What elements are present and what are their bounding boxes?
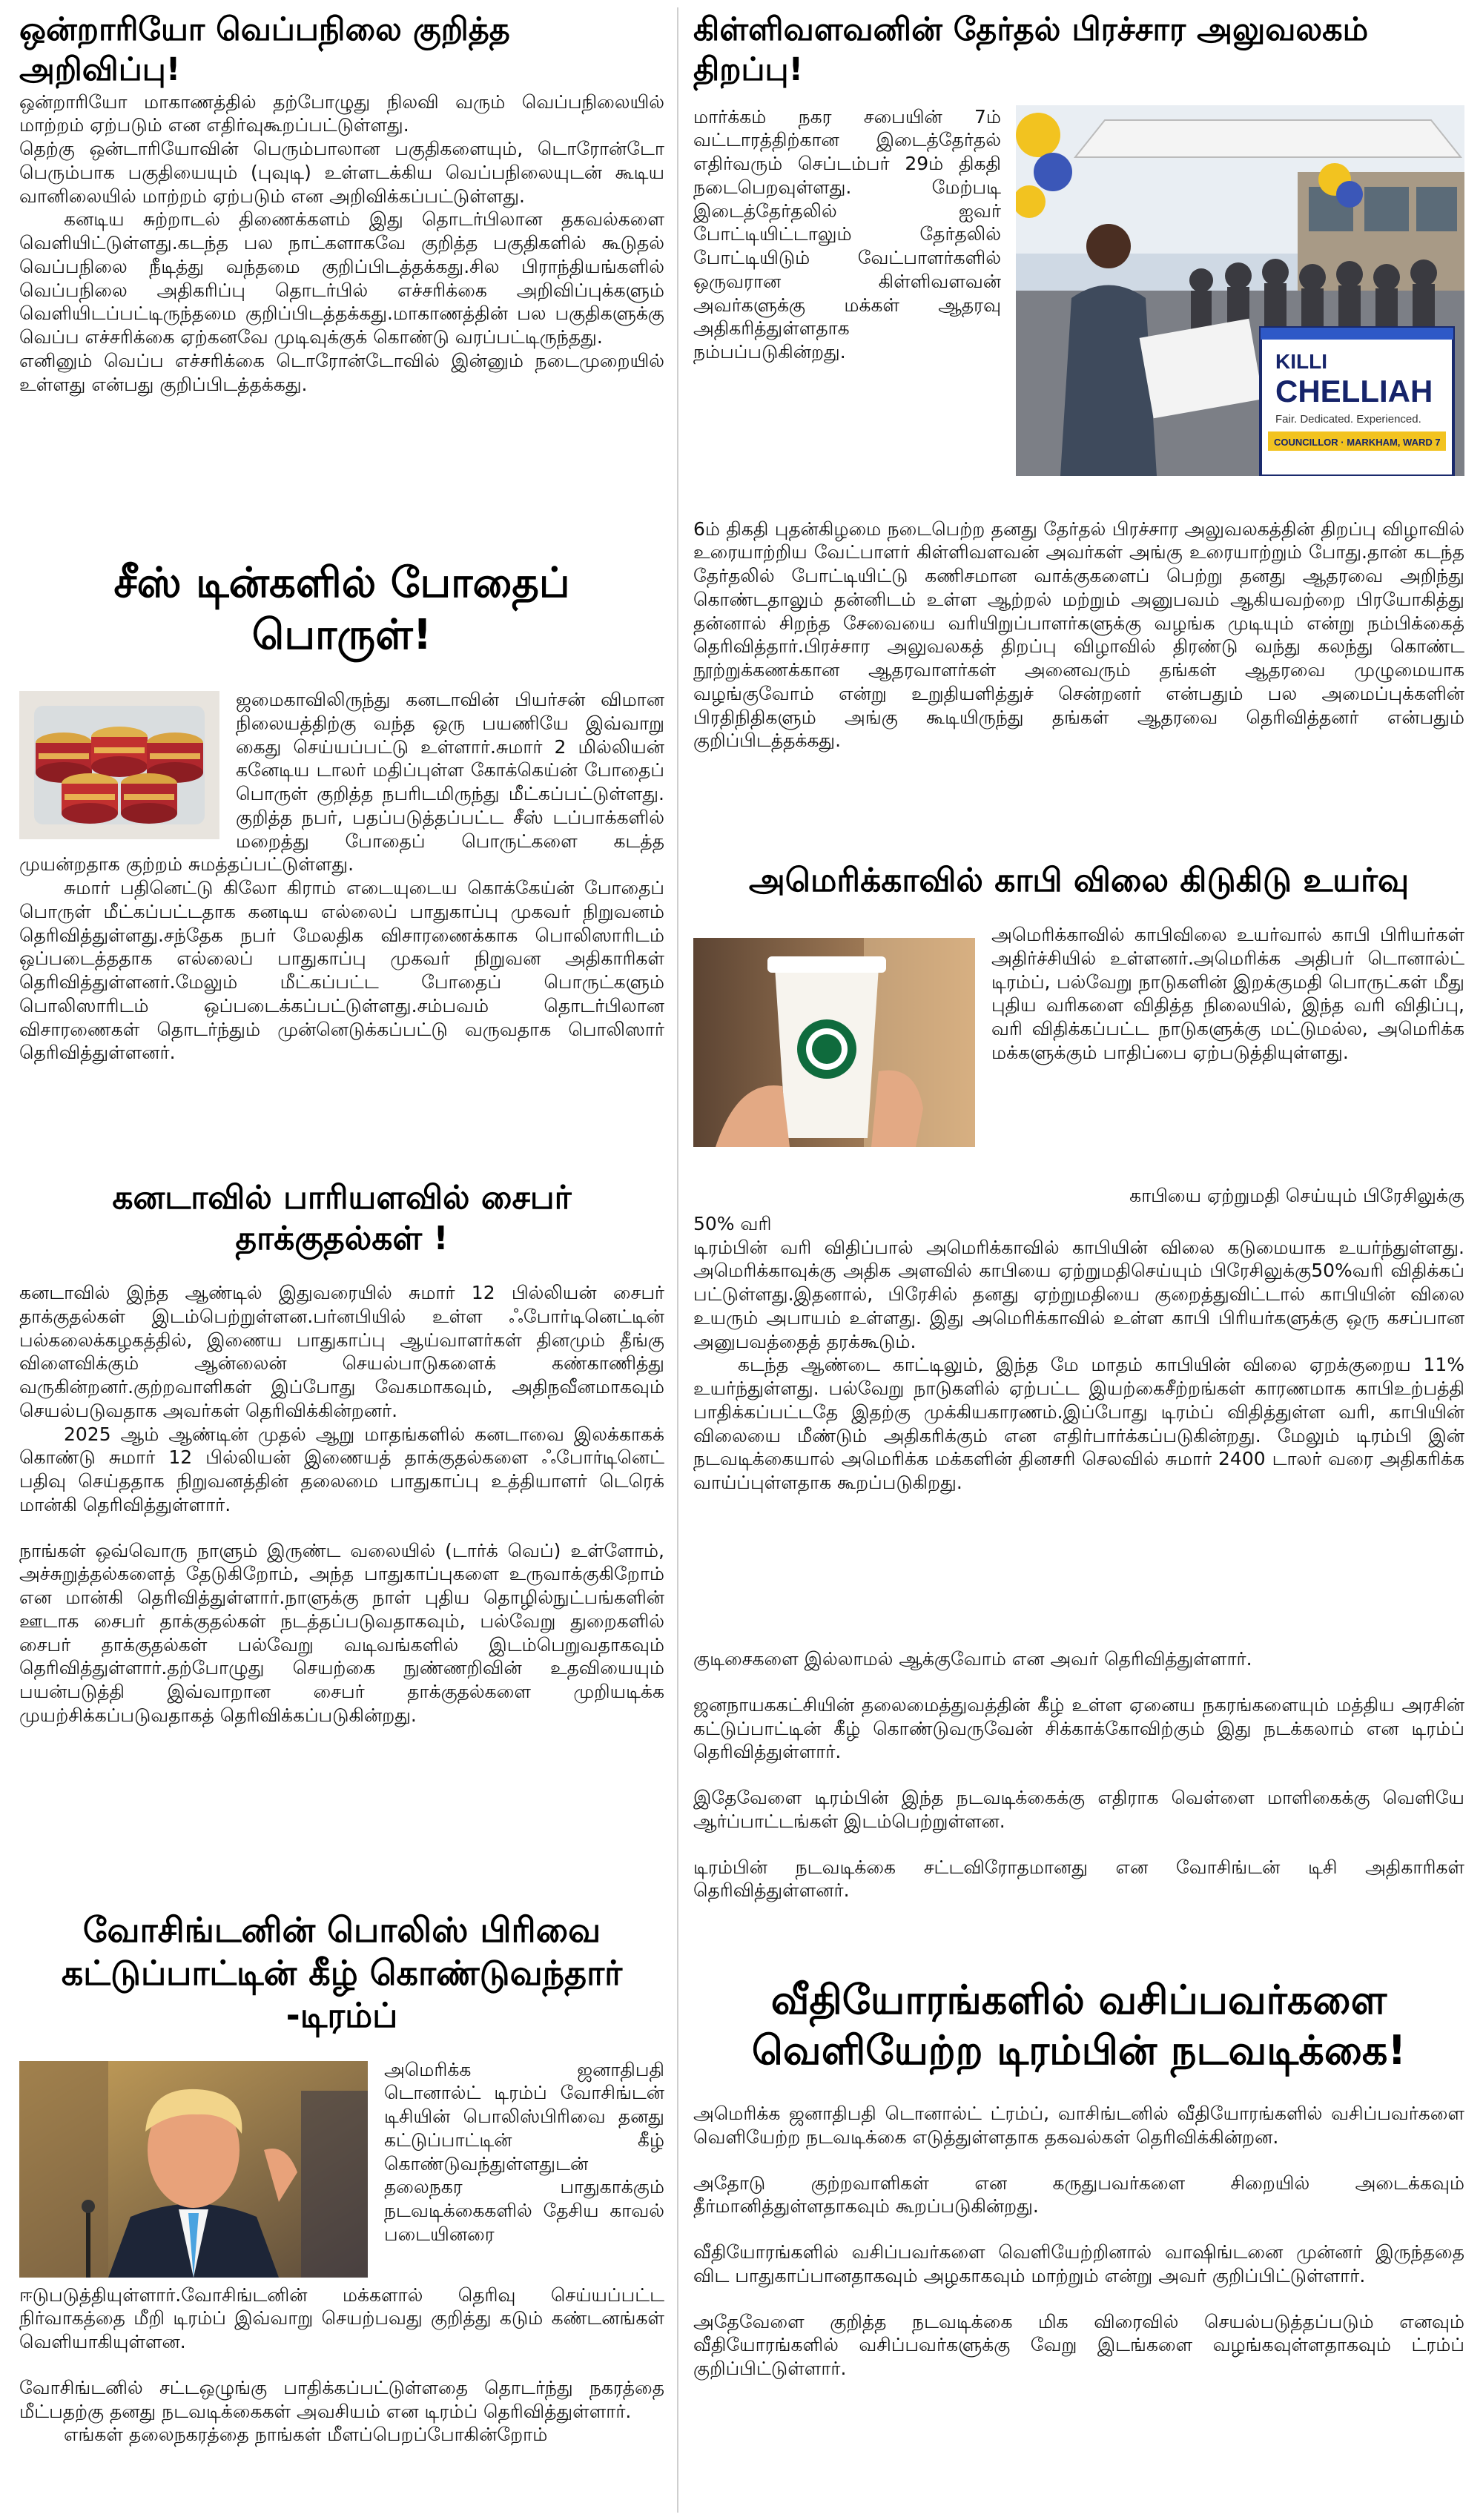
article-dc-notes xyxy=(693,1647,1464,1902)
paragraph: வோசிங்டனில் சட்டஒழுங்கு பாதிக்கப்பட்டுள்ளதை தொடர்ந்து நகரத்தை மீட்பதற்கு தனது நடவடிக்கைகள் அவசியம் என டிரம்ப் தெரிவித்துள்ளார். xyxy=(19,2376,664,2422)
headline-trump-police-line1: வோசிங்டனின் பொலிஸ் பிரிவை xyxy=(82,1910,601,1950)
article-cyber-attacks xyxy=(19,1177,664,1727)
paragraph: கனடாவில் இந்த ஆண்டில் இதுவரையில் சுமார் 12 பில்லியன் சைபர் தாக்குதல்கள் இடம்பெற்றுள்ளன.பர்னபியில் உள்ள ஃபோர்டினெட்டின் பல்கலைக்கழகத்தில், இணைய பாதுகாப்பு ஆய்வாளர்கள் தினமும் தீங்கு விளைவிக்கும் ஆன்லைன் செயல்பாடுகளைக் கண்காணித்து வருகின்றனர்.குற்றவாளிகள் இப்போது வேகமாகவும், அதிநவீனமாகவும் செயல்படுவதாக அவர்கள் தெரிவிக்கின்றனர். xyxy=(19,1282,664,1421)
paragraph: 2025 ஆம் ஆண்டின் முதல் ஆறு மாதங்களில் கனடாவை இலக்காகக் கொண்டு சுமார் 12 பில்லியன் இணையத் தாக்குதல்களை ஃபோர்டினெட் பதிவு செய்ததாக நிறுவனத்தின் தலைமை பாதுகாப்பு உத்தியாளர் டெரெக் மான்கி தெரிவித்துள்ளார். xyxy=(19,1423,664,1515)
coffee-cup-photo xyxy=(693,938,975,1147)
paragraph: ஜனநாயககட்சியின் தலைமைத்துவத்தின் கீழ் உள்ள ஏனைய நகரங்களையும் மத்திய அரசின் கட்டுப்பாட்டின் கீழ் கொண்டுவருவேன் சிக்காக்கோவிற்கும் இது நடக்கலாம் என டிரம்ப் தெரிவித்துள்ளார். xyxy=(693,1693,1464,1763)
coffee-tax-label: 50% வரி xyxy=(693,1212,772,1234)
paragraph: 6ம் திகதி புதன்கிழமை நடைபெற்ற தனது தேர்தல் பிரச்சார அலுவலகத்தின் திறப்பு விழாவில் உரையாற்றிய வேட்பாளர் கிள்ளிவளவன் அவர்கள் அங்கு உரையாற்றும் போது.தான் கடந்த தேர்தலில் போட்டியிட்டு கணிசமான வாக்குகளைப் பெற்று தனது ஆதரவை அறிந்து கொண்டதாலும் தன்னிடம் உள்ள ஆற்றல் மற்றும் அனுபவம் ஆகியவற்றை பிரயோகித்து தன்னால் சிறந்த சேவையை வரியிறுப்பாளர்களுக்கு வழங்க முடியும் என்று நம்பிக்கைத் தெரிவித்தார்.பிரச்சார அலுவலகத் திறப்பு விழாவில் திரண்டு வந்து கலந்து கொண்ட நூற்றுக்கணக்கான ஆதரவாளர்கள் அனைவரும் தங்கள் ஆதரவை முழுமையாக வழங்குவோம் என்று உறுதியளித்துச் சென்றனர் என்பதும் பல அமைப்புக்களின் பிரதிநிதிகளும் அங்கு கூடியிருந்து தங்கள் ஆதரவை தெரிவித்தனர் என்பதும் குறிப்பிடத்தக்கது. xyxy=(693,517,1464,752)
column-divider xyxy=(677,7,678,2513)
paragraph: சுமார் பதினெட்டு கிலோ கிராம் எடையுடைய கொக்கேய்ன் போதைப் பொருள் மீட்கப்பட்டதாக கனடிய எல்லைப் பாதுகாப்பு முகவர் நிறுவனம் தெரிவித்துள்ளது.சந்தேக நபர் மேலதிக விசாரணைக்காக பொலிஸாரிடம் ஒப்படைத்ததாக எல்லைப் பாதுகாப்பு முகவர் நிறுவன அதிகாரிகள் தெரிவித்துள்ளனர்.மேலும் மீட்கப்பட்ட போதைப் பொருட்களும் பொலிஸாரிடம் ஒப்படைக்கப்பட்டுள்ளது.சம்பவம் தொடர்பிலான விசாரணைகள் தொடர்ந்தும் முன்னெடுக்கப்பட்டு வருவதாக பொலிஸார் தெரிவித்துள்ளனர். xyxy=(19,877,664,1064)
paragraph: எனினும் வெப்ப எச்சரிக்கை டொரோன்டோவில் இன்னும் நடைமுறையில் உள்ளது என்பது குறிப்பிடத்தக்கது. xyxy=(19,349,664,395)
paragraph: கனடிய சுற்றாடல் திணைக்களம் இது தொடர்பிலான தகவல்களை வெளியிட்டுள்ளது.கடந்த பல நாட்களாகவே குறித்த பகுதிகளில் கூடுதல் வெப்பநிலை நீடித்து வந்தமை குறிப்பிடத்தக்கது.சில பிராந்தியங்களில் வெப்பநிலை அதிகரிப்பு தொடர்பில் எச்சரிக்கை அறிவிப்புக்களும் வெளியிடப்பட்டிருந்தமை குறிப்பிடத்தக்கது.மாகாணத்தின் பல பகுதிகளுக்கு வெப்ப எச்சரிக்கை ஏற்கனவே முடிவுக்குக் கொண்டு வரப்பட்டிருந்தது. xyxy=(19,208,664,348)
sign-name-line1: KILLI xyxy=(1275,349,1327,373)
sign-tagline: Fair. Dedicated. Experienced. xyxy=(1275,412,1421,426)
sign-ward: COUNCILLOR · MARKHAM, WARD 7 xyxy=(1274,436,1441,448)
paragraph: இதேவேளை டிரம்பின் இந்த நடவடிக்கைக்கு எதிராக வெள்ளை மாளிகைக்கு வெளியே ஆர்ப்பாட்டங்கள் இடம்பெற்றுள்ளன. xyxy=(693,1787,1464,1832)
article-coffee xyxy=(693,860,1464,1495)
headline-coffee: அமெரிக்காவில் காபி விலை கிடுகிடு உயர்வு xyxy=(748,862,1410,899)
article-cheese-tins xyxy=(19,558,664,1065)
headline-homeless-line2: வெளியேற்ற டிரம்பின் நடவடிக்கை! xyxy=(751,2026,1407,2074)
trump-photo xyxy=(19,2061,368,2278)
paragraph: அமெரிக்க ஜனாதிபதி டொனால்ட் டிரம்ப் வோசிங்டன் டிசியின் பொலிஸ்பிரிவை தனது கட்டுப்பாட்டின் கீழ் கொண்டுவந்துள்ளதுடன் தலைநகர பாதுகாக்கும் நடவடிக்கைகளில் தேசிய காவல் படையினரை ஈடுபடுத்தியுள்ளார்.வோசிங்டனின் மக்களால் தெரிவு செய்யப்பட்ட நிர்வாகத்தை மீறி டிரம்ப் இவ்வாறு செயற்பவது குறித்து கடும் கண்டனங்கள் வெளியாகியுள்ளன. xyxy=(19,2058,664,2352)
article-campaign-office xyxy=(693,10,1464,753)
right-column xyxy=(693,0,1464,2520)
paragraph: டிரம்பின் நடவடிக்கை சட்டவிரோதமானது என வோசிங்டன் டிசி அதிகாரிகள் தெரிவித்துள்ளனர். xyxy=(693,1856,1464,1902)
cheese-tins-photo xyxy=(19,691,219,839)
paragraph: மார்க்கம் நகர சபையின் 7ம் வட்டாரத்திற்கான இடைத்தேர்தல் எதிர்வரும் செப்டம்பர் 29ம் திகதி நடைபெறவுள்ளது. மேற்படி இடைத்தேர்தலில் ஐவர் போட்டியிட்டாலும் தேர்தலில் போட்டியிடும் வேட்பாளர்களில் ஒருவரான கிள்ளிவளவன் அவர்களுக்கு மக்கள் ஆதரவு அதிகரித்துள்ளதாக நம்பப்படுகின்றது. xyxy=(693,105,1001,363)
article-trump-police xyxy=(19,1909,664,2447)
paragraph: குடிசைகளை இல்லாமல் ஆக்குவோம் என அவர் தெரிவித்துள்ளார். xyxy=(693,1648,1252,1670)
paragraph: அதேவேளை குறித்த நடவடிக்கை மிக விரைவில் செயல்படுத்தப்படும் எனவும் வீதியோரங்களில் வசிப்பவர்களுக்கு வேறு இடங்களை வழங்கவுள்ளதாகவும் ட்ரம்ப் குறிப்பிட்டுள்ளார். xyxy=(693,2310,1464,2379)
paragraph: டிரம்பின் வரி விதிப்பால் அமெரிக்காவில் காபியின் விலை கடுமையாக உயர்ந்துள்ளது. அமெரிக்காவுக்கு அதிக அளவில் காபியை ஏற்றுமதிசெய்யும் பிரேசிலுக்கு50%வரி விதிக்கப் பட்டுள்ளது.இதனால், பிரேசில் தனது ஏற்றுமதியை குறைத்துவிட்டால் காபியின் விலை உயரும் அபாயம் உள்ளது. இது அமெரிக்காவில் உள்ள காபி பிரியர்களுக்கு ஒரு கசப்பான அனுபவத்தைத் தரக்கூடும். xyxy=(693,1236,1464,1352)
paragraph: வீதியோரங்களில் வசிப்பவர்களை வெளியேற்றினால் வாஷிங்டனை முன்னர் இருந்ததை விட பாதுகாப்பானதாகவும் அழகாகவும் மாற்றும் என்று அவர் குறிப்பிட்டுள்ளார். xyxy=(693,2241,1464,2286)
paragraph: எங்கள் தலைநகரத்தை நாங்கள் மீளப்பெறப்போகின்றோம் xyxy=(64,2424,548,2446)
paragraph: கடந்த ஆண்டை காட்டிலும், இந்த மே மாதம் காபியின் விலை ஏறக்குறைய 11% உயர்ந்துள்ளது. பல்வேறு நாடுகளில் ஏற்பட்ட இயற்கைசீற்றங்கள் காரணமாக காபிஉற்பத்தி பாதிக்கப்பட்டதே இதற்கு முக்கியகாரணம்.இப்போது டிரம்ப் விதித்துள்ள வரி, காபியின் விலையை மீண்டும் அதிகரிக்கும் என எதிர்பார்க்கப்படுகின்றது. மேலும் டிரம்பி இன் நடவடிக்கையால் அமெரிக்க மக்களின் தினசரி செலவில் சுமார் 2400 டாலர் வரை அதிகரிக்க வாய்ப்புள்ளதாக கூறப்படுகிறது. xyxy=(693,1354,1464,1493)
article-ontario-heat xyxy=(19,10,664,396)
paragraph: அமெரிக்காவில் காபிவிலை உயர்வால் காபி பிரியர்கள் அதிர்ச்சியில் உள்ளனர்.அமெரிக்க அதிபர் டொனால்ட் டிரம்ப், பல்வேறு நாடுகளின் இறக்குமதி பொருட்கள் மீது புதிய வரிகளை விதித்த நிலையில், இந்த வரி விதிப்பு, வரி விதிக்கப்பட்ட நாடுகளுக்கு மட்டுமல்ல, அமெரிக்க மக்களுக்கும் பாதிப்பை ஏற்படுத்தியுள்ளது. xyxy=(991,924,1464,1063)
paragraph: அமெரிக்க ஜனாதிபதி டொனால்ட் ட்ரம்ப், வாசிங்டனில் வீதியோரங்களில் வசிப்பவர்களை வெளியேற்ற நடவடிக்கை எடுத்துள்ளதாக தகவல்கள் தெரிவிக்கின்றன. xyxy=(693,2103,1464,2148)
left-column xyxy=(19,0,664,2520)
coffee-subline: காபியை ஏற்றுமதி செய்யும் பிரேசிலுக்கு xyxy=(1129,1185,1464,1206)
paragraph: தெற்கு ஒன்டாரியோவின் பெரும்பாலான பகுதிகளையும், டொரோன்டோ பெரும்பாக பகுதியையும் (புவுடி) உள்ளடக்கிய வெப்பநிலையுடன் கூடிய வானிலையில் மாற்றம் ஏற்படும் என அறிவிக்கப்பட்டுள்ளது. xyxy=(19,138,664,207)
headline-homeless-line1: வீதியோரங்களில் வசிப்பவர்களை xyxy=(770,1977,1387,2023)
headline-cheese-tins: சீஸ் டின்களில் போதைப் பொருள்! xyxy=(113,559,570,659)
headline-cyber-attacks: கனடாவில் பாரியளவில் சைபர் தாக்குதல்கள் ! xyxy=(112,1179,572,1257)
sign-name-line2: CHELLIAH xyxy=(1275,373,1433,409)
headline-ontario-heat: ஒன்றாரியோ வெப்பநிலை குறித்த அறிவிப்பு! xyxy=(19,11,510,88)
campaign-office-photo xyxy=(1016,105,1464,476)
headline-campaign-office: கிள்ளிவளவனின் தேர்தல் பிரச்சார அலுவலகம் திறப்பு! xyxy=(693,11,1369,88)
paragraph: ஒன்றாரியோ மாகாணத்தில் தற்போழுது நிலவி வரும் வெப்பநிலையில் மாற்றம் ஏற்படும் என எதிர்வுகூறப்பட்டுள்ளது. xyxy=(19,90,664,136)
paragraph: ஜமைகாவிலிருந்து கனடாவின் பியர்சன் விமான நிலையத்திற்கு வந்த ஒரு பயணியே இவ்வாறு கைது செய்யப்பட்டு உள்ளார்.சுமார் 2 மில்லியன் கனேடிய டாலர் மதிப்புள்ள கோக்கெய்ன் போதைப் பொருள் குறித்த நபரிடமிருந்து மீட்கப்பட்டுள்ளது. குறித்த நபர், பதப்படுத்தப்பட்ட சீஸ் டப்பாக்களில் மறைத்து போதைப் பொருட்களை கடத்த முயன்றதாக குற்றம் சுமத்தப்பட்டுள்ளது. xyxy=(19,689,664,876)
paragraph: நாங்கள் ஒவ்வொரு நாளும் இருண்ட வலையில் (டார்க் வெப்) உள்ளோம், அச்சுறுத்தல்களைத் தேடுகிறோம், அந்த பாதுகாப்புகளை உருவாக்குகிறோம் என மான்கி தெரிவித்துள்ளார்.நாளுக்கு நாள் புதிய தொழில்நுட்பங்களின் ஊடாக சைபர் தாக்குதல்கள் நடத்தப்படுவதாகவும், பல்வேறு துறைகளில் சைபர் தாக்குதல்கள் பல்வேறு வடிவங்களில் இடம்பெறுவதாகவும் தெரிவித்துள்ளார்.தற்போழுது செயற்கை நுண்ணறிவின் உதவியையும் பயன்படுத்தி இவ்வாறான சைபர் தாக்குதல்களை முறியடிக்க முயற்சிக்கப்படுவதாகத் தெரிவிக்கப்படுகின்றது. xyxy=(19,1539,664,1726)
paragraph: அதோடு குற்றவாளிகள் என கருதுபவர்களை சிறையில் அடைக்கவும் தீர்மானித்துள்ளதாகவும் கூறப்படுகின்றது. xyxy=(693,2172,1464,2218)
headline-trump-police-line2: கட்டுப்பாட்டின் கீழ் கொண்டுவந்தார் -டிரம்ப் xyxy=(61,1952,623,2035)
article-homeless xyxy=(693,1975,1464,2381)
